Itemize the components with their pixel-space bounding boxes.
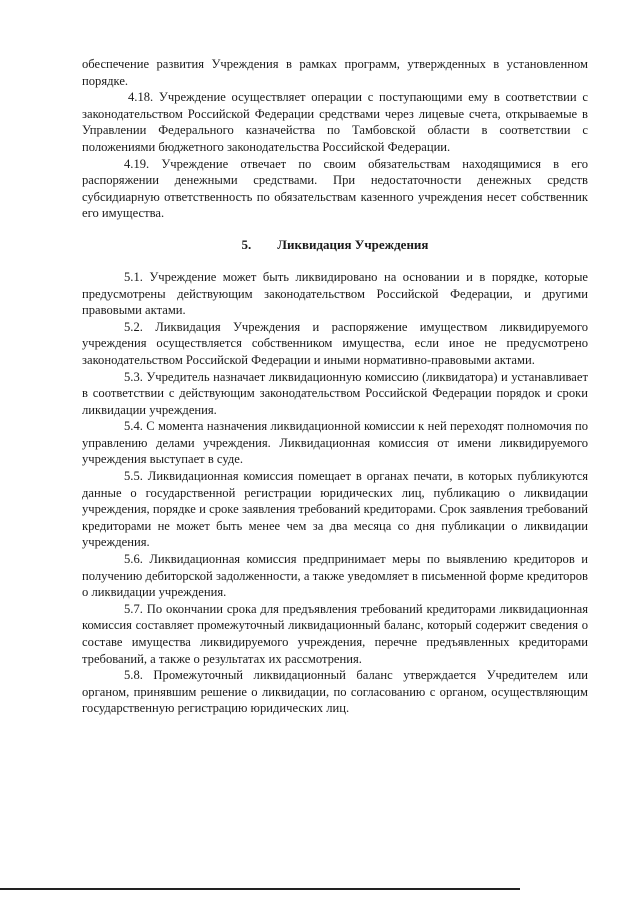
paragraph-5-7: 5.7. По окончании срока для предъявления требований кредиторами ликвидационная комиссия составляет промежуточный ликвидационный баланс, который содержит сведения о составе имущества ликвидируемого учреждения, перечне предъявленных кредиторами требований, а также о результатах их рассмотрения. <box>82 601 588 666</box>
paragraph-continuation: обеспечение развития Учреждения в рамках программ, утвержденных в установленном порядке. <box>82 57 588 88</box>
paragraph-5-2: 5.2. Ликвидация Учреждения и распоряжение имуществом ликвидируемого учреждения осуществляется собственником имущества, если иное не предусмотрено законодательством Российской Федерации и иными нормативно-правовыми актами. <box>82 319 588 367</box>
paragraph-5-3: 5.3. Учредитель назначает ликвидационную комиссию (ликвидатора) и устанавливает в соответствии с действующим законодательством Российской Федерации порядок и сроки ликвидации учреждения. <box>82 369 588 417</box>
paragraph-4-19: 4.19. Учреждение отвечает по своим обязательствам находящимися в его распоряжении денежными средствами. При недостаточности денежных средств субсидиарную ответственность по обязательствам казенного учреждения несет собственник его имущества. <box>82 156 588 221</box>
paragraph-5-4: 5.4. С момента назначения ликвидационной комиссии к ней переходят полномочия по управлению делами учреждения. Ликвидационная комиссия от имени ликвидируемого учреждения выступает в суде. <box>82 419 588 467</box>
paragraph-5-5: 5.5. Ликвидационная комиссия помещает в органах печати, в которых публикуются данные о государственной регистрации юридических лиц, публикацию о ликвидации учреждения, порядке и сроке заявления требований кредиторами. Срок заявления требований кредиторами не может быть менее чем за два месяца со дня публикации о ликвидации учреждения. <box>82 469 588 550</box>
paragraph-5-8: 5.8. Промежуточный ликвидационный баланс утверждается Учредителем или органом, принявшим решение о ликвидации, по согласованию с органом, осуществляющим государственную регистрацию юридических лиц. <box>82 668 588 716</box>
paragraph-5-6: 5.6. Ликвидационная комиссия предпринимает меры по выявлению кредиторов и получению дебиторской задолженности, а также уведомляет в письменной форме кредиторов о ликвидации учреждения. <box>82 552 588 600</box>
section-title: Ликвидация Учреждения <box>277 236 429 252</box>
document-page <box>82 56 588 717</box>
section-number: 5. <box>241 236 252 252</box>
paragraph-5-1: 5.1. Учреждение может быть ликвидировано на основании и в порядке, которые предусмотрены действующим законодательством Российской Федерации, и другими правовыми актами. <box>82 269 588 318</box>
paragraph-4-18: 4.18. Учреждение осуществляет операции с поступающими ему в соответствии с законодательством Российской Федерации средствами через лицевые счета, открываемые в Управлении Федерального казначейства по Тамбовской области в соответствии с положениями бюджетного законодательства Российской Федерации. <box>82 90 588 154</box>
section-heading <box>82 236 588 253</box>
bottom-rule-line <box>0 888 520 890</box>
